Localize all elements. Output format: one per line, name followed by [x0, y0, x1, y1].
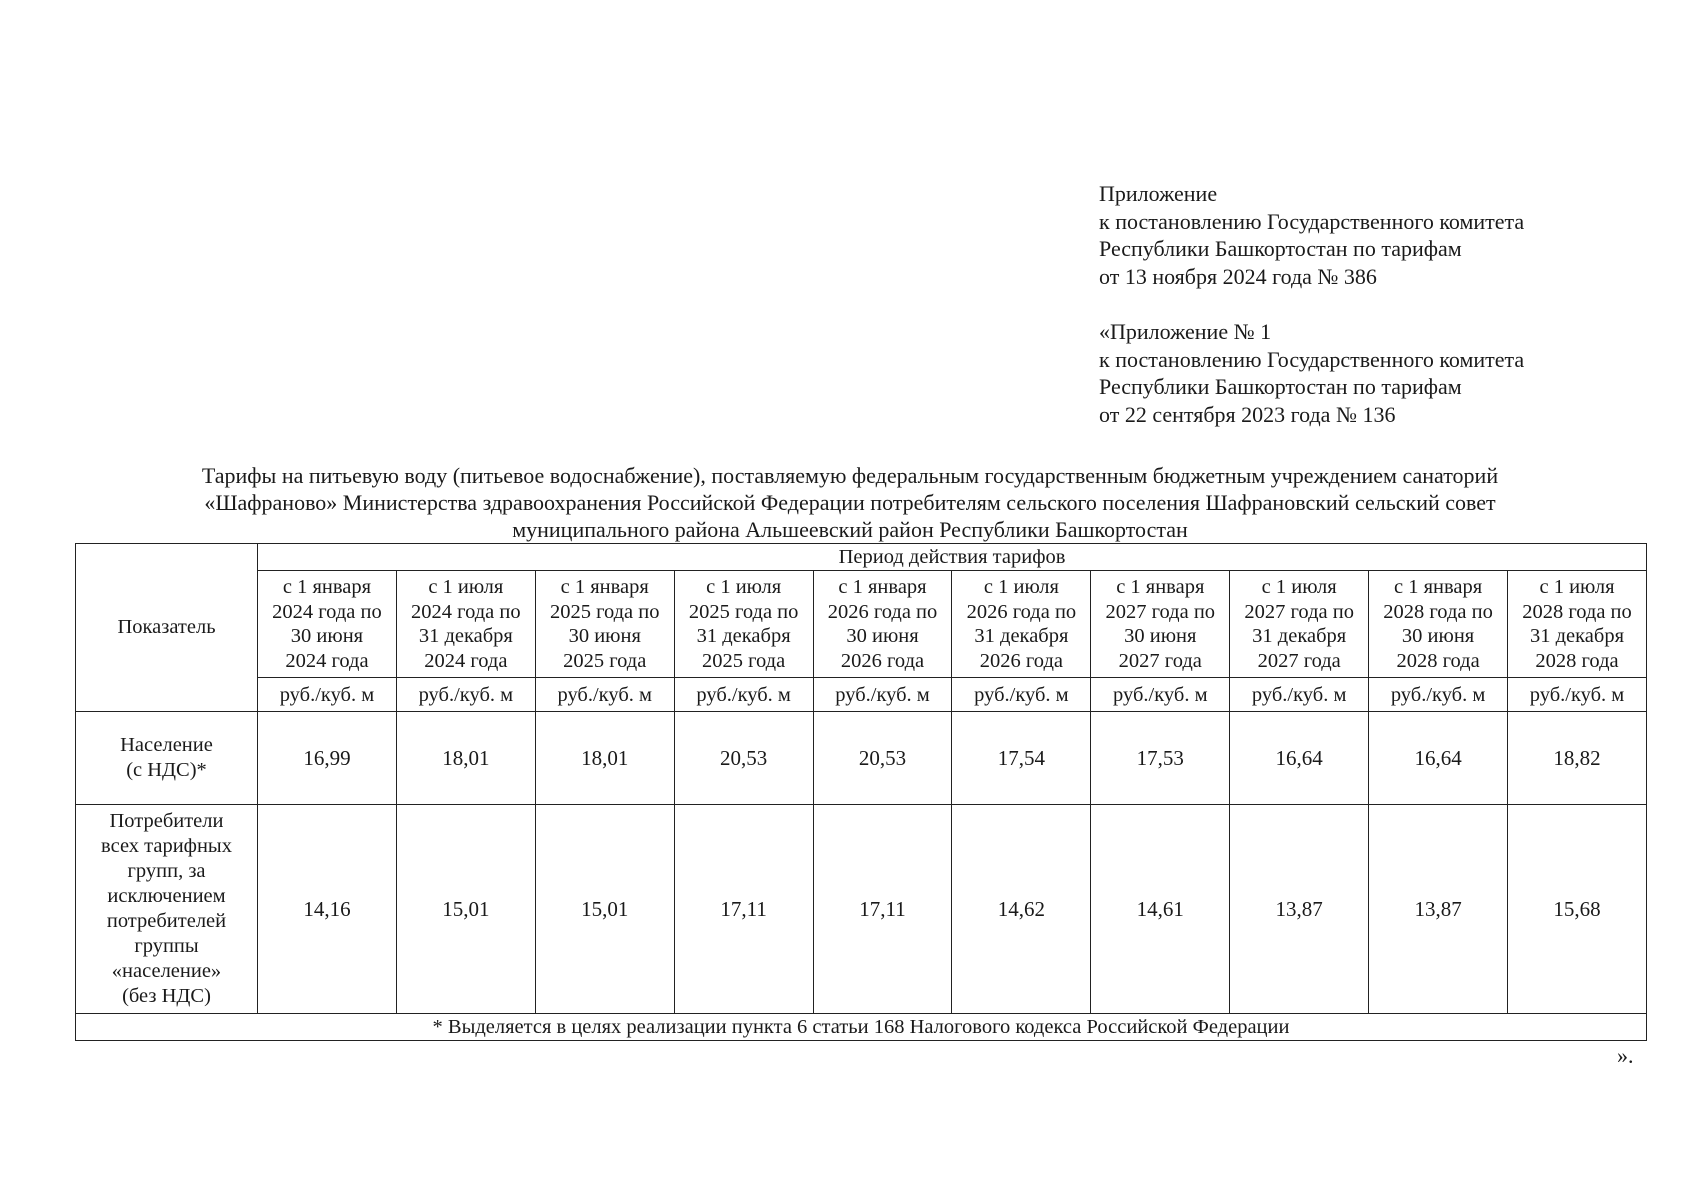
- tariff-value: 18,01: [396, 712, 535, 805]
- period-line: 31 декабря: [418, 625, 513, 647]
- period-line: с 1 июля: [1539, 576, 1615, 598]
- period-line: 30 июня: [846, 625, 919, 647]
- row-label: [76, 805, 258, 1014]
- row-label-line: потребителей: [106, 910, 227, 932]
- tariff-value: 14,62: [952, 805, 1091, 1014]
- indicator-header: Показатель: [76, 544, 258, 712]
- period-line: с 1 января: [1393, 576, 1483, 598]
- period-line: 2027 года по: [1244, 600, 1354, 623]
- table-body: [76, 712, 1647, 1014]
- row-label-line: исключением: [107, 885, 226, 907]
- period-line: 2026 года: [979, 649, 1063, 672]
- tariff-value: 16,99: [258, 712, 397, 805]
- row-label: [76, 712, 258, 805]
- period-row: [76, 571, 1647, 678]
- tariff-value: 18,82: [1508, 712, 1647, 805]
- unit-cell: руб./куб. м: [258, 678, 397, 712]
- title-line: муниципального района Альшеевский район Республики Башкортостан: [512, 517, 1188, 542]
- tariff-value: 20,53: [674, 712, 813, 805]
- tariff-value: 15,68: [1508, 805, 1647, 1014]
- row-label-line: Потребители: [109, 810, 224, 832]
- tariff-value: 17,53: [1091, 712, 1230, 805]
- appendix-spacer: [1099, 290, 1659, 318]
- unit-cell: руб./куб. м: [952, 678, 1091, 712]
- period-cell: [1369, 571, 1508, 678]
- table-row: [76, 712, 1647, 805]
- closing-quote: ».: [1617, 1043, 1634, 1068]
- period-line: 2027 года: [1257, 649, 1341, 672]
- period-cell: [396, 571, 535, 678]
- unit-cell: руб./куб. м: [1091, 678, 1230, 712]
- title-line: Тарифы на питьевую воду (питьевое водоснабжение), поставляемую федеральным государственным бюджетным учреждением санаторий: [201, 463, 1499, 488]
- period-line: 2026 года: [840, 649, 925, 672]
- appendix-reference: [1099, 180, 1659, 428]
- period-line: 31 декабря: [1252, 625, 1347, 647]
- tariff-value: 14,61: [1091, 805, 1230, 1014]
- period-cell: [813, 571, 952, 678]
- tariff-value: 15,01: [396, 805, 535, 1014]
- document-title: [120, 462, 1580, 543]
- period-line: с 1 июля: [706, 576, 782, 598]
- period-line: 30 июня: [1124, 625, 1197, 647]
- tariff-value: 20,53: [813, 712, 952, 805]
- row-label-line: (с НДС)*: [126, 759, 207, 781]
- appendix-line: от 13 ноября 2024 года № 386: [1099, 263, 1377, 289]
- period-line: с 1 января: [838, 576, 927, 598]
- period-line: 2026 года по: [827, 600, 938, 623]
- period-line: с 1 июля: [428, 576, 504, 598]
- period-line: с 1 июля: [1261, 576, 1337, 598]
- table-row: [76, 805, 1647, 1014]
- period-line: 2024 года по: [411, 600, 521, 623]
- period-line: с 1 января: [1116, 576, 1205, 598]
- period-line: с 1 июля: [983, 576, 1059, 598]
- tariff-value: 13,87: [1369, 805, 1508, 1014]
- period-line: 2025 года: [563, 649, 647, 672]
- period-line: 2028 года по: [1522, 600, 1632, 623]
- tariff-value: 13,87: [1230, 805, 1369, 1014]
- period-line: 2025 года по: [688, 600, 799, 623]
- appendix-line: к постановлению Государственного комитета: [1099, 346, 1525, 372]
- period-line: 30 июня: [568, 625, 641, 647]
- appendix-line: Республики Башкортостан по тарифам: [1099, 236, 1462, 261]
- footnote: * Выделяется в целях реализации пункта 6 статьи 168 Налогового кодекса Российской Федерации: [76, 1014, 1647, 1041]
- tariff-value: 17,54: [952, 712, 1091, 805]
- period-header: Период действия тарифов: [258, 544, 1647, 571]
- period-cell: [1091, 571, 1230, 678]
- appendix-line: «Приложение № 1: [1099, 319, 1272, 344]
- period-cell: [1230, 571, 1369, 678]
- period-line: 2025 года: [702, 649, 786, 672]
- period-line: с 1 января: [282, 576, 372, 598]
- unit-cell: руб./куб. м: [1369, 678, 1508, 712]
- tariff-value: 17,11: [813, 805, 952, 1014]
- appendix-line: Приложение: [1099, 181, 1218, 206]
- tariff-value: 18,01: [535, 712, 674, 805]
- period-line: 2025 года по: [549, 600, 660, 623]
- period-line: 2027 года по: [1105, 600, 1216, 623]
- period-cell: [1508, 571, 1647, 678]
- row-label-line: групп, за: [127, 860, 206, 882]
- period-line: 30 июня: [290, 625, 364, 647]
- appendix-line: от 22 сентября 2023 года № 136: [1099, 401, 1396, 427]
- period-cell: [952, 571, 1091, 678]
- row-label-line: группы: [134, 935, 199, 957]
- row-label-line: (без НДС): [122, 985, 211, 1007]
- unit-cell: руб./куб. м: [1230, 678, 1369, 712]
- tariff-value: 15,01: [535, 805, 674, 1014]
- tariff-table: [75, 543, 1647, 1041]
- unit-cell: руб./куб. м: [1508, 678, 1647, 712]
- unit-cell: руб./куб. м: [396, 678, 535, 712]
- period-cell: [674, 571, 813, 678]
- period-line: 2024 года по: [272, 600, 382, 623]
- period-cell: [535, 571, 674, 678]
- title-line: «Шафраново» Министерства здравоохранения Российской Федерации потребителям сельского поселения Шафрановский сельский совет: [204, 490, 1496, 515]
- appendix-line: к постановлению Государственного комитета: [1099, 208, 1525, 234]
- unit-cell: руб./куб. м: [674, 678, 813, 712]
- unit-cell: руб./куб. м: [813, 678, 952, 712]
- unit-row: [76, 678, 1647, 712]
- period-line: с 1 января: [560, 576, 649, 598]
- tariff-value: 17,11: [674, 805, 813, 1014]
- appendix-line: Республики Башкортостан по тарифам: [1099, 374, 1462, 399]
- row-label-line: всех тарифных: [101, 835, 232, 857]
- period-line: 2028 года: [1396, 649, 1480, 672]
- period-line: 2028 года по: [1383, 600, 1493, 623]
- period-line: 2026 года по: [966, 600, 1077, 623]
- period-line: 31 декабря: [974, 625, 1069, 647]
- tariff-value: 14,16: [258, 805, 397, 1014]
- period-line: 31 декабря: [696, 625, 791, 647]
- period-cell: [258, 571, 397, 678]
- row-label-line: «население»: [111, 960, 222, 982]
- period-line: 2024 года: [424, 649, 508, 672]
- row-label-line: Население: [120, 734, 213, 756]
- period-line: 30 июня: [1401, 625, 1475, 647]
- tariff-value: 16,64: [1230, 712, 1369, 805]
- period-line: 2024 года: [285, 649, 369, 672]
- period-line: 2028 года: [1535, 649, 1619, 672]
- tariff-value: 16,64: [1369, 712, 1508, 805]
- unit-cell: руб./куб. м: [535, 678, 674, 712]
- period-line: 31 декабря: [1530, 625, 1625, 647]
- period-line: 2027 года: [1118, 649, 1202, 672]
